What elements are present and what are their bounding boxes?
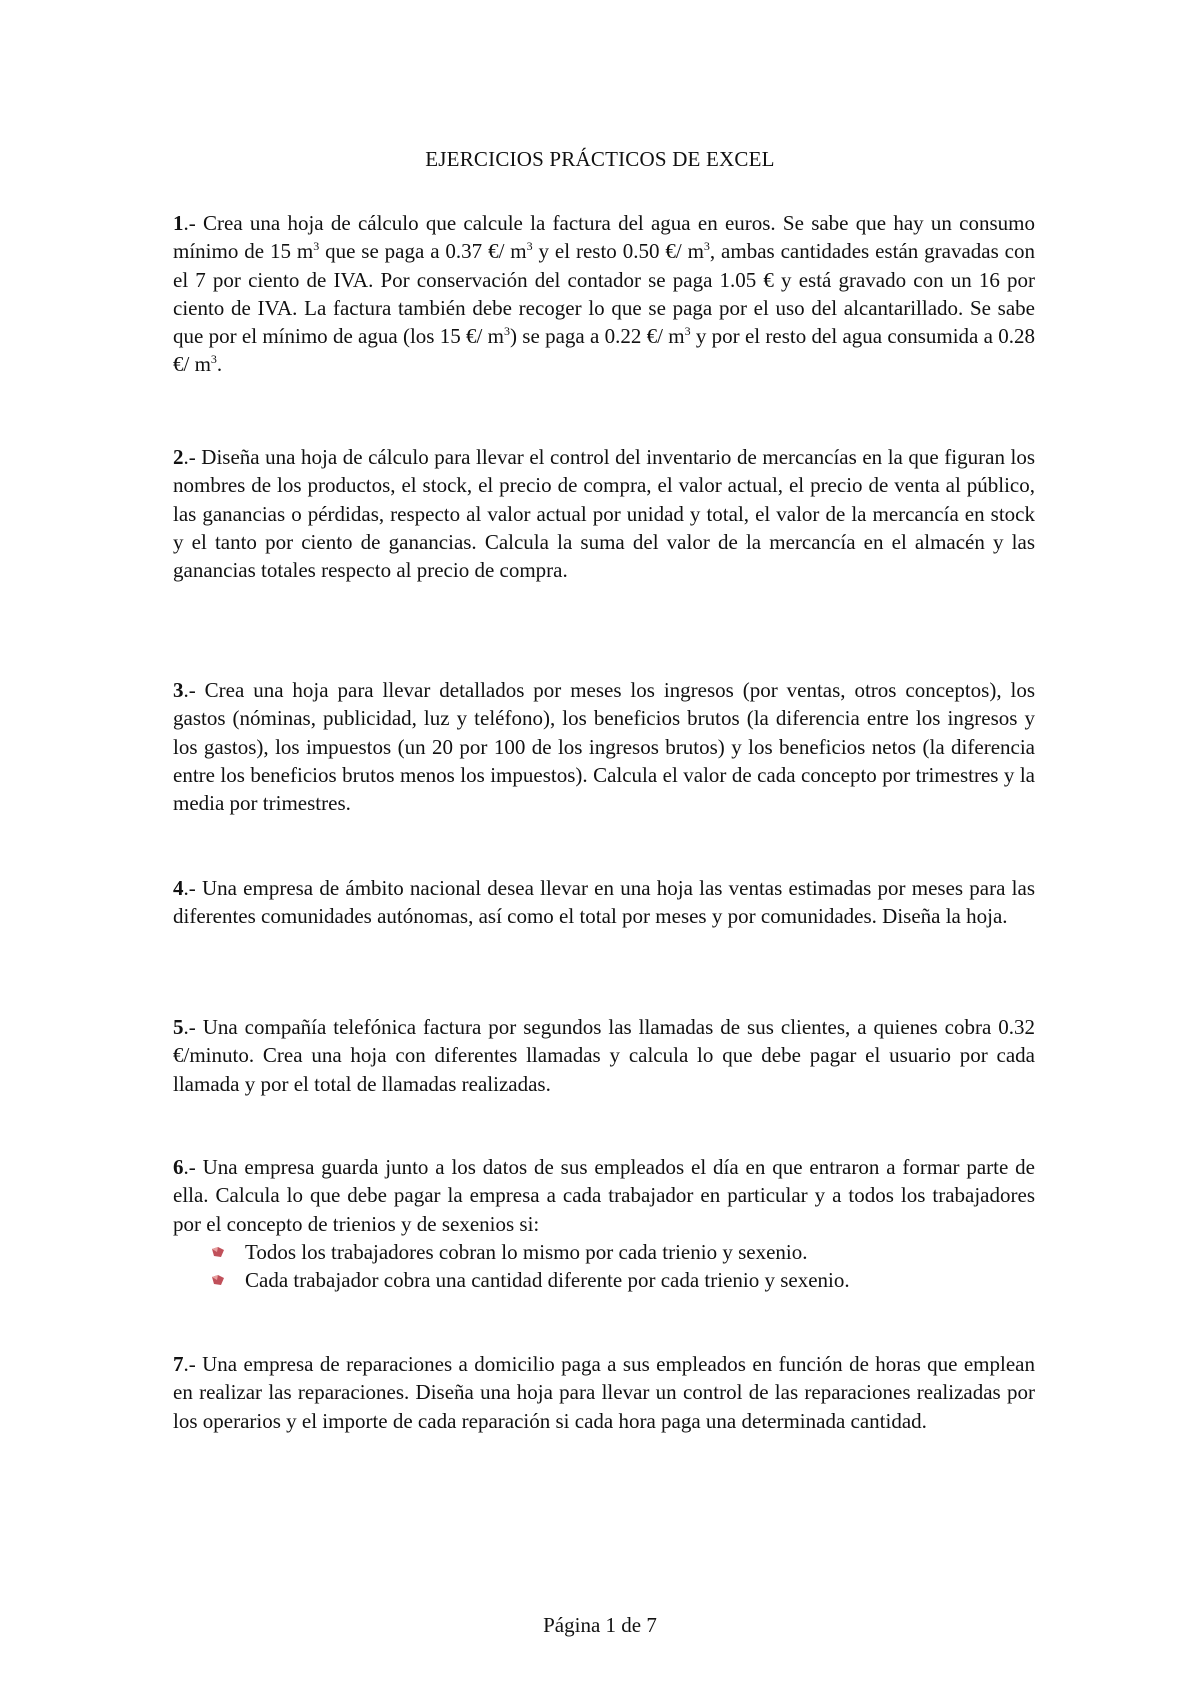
superscript: 3 [504,324,511,339]
exercise-6 [173,1153,1035,1294]
superscript: 3 [313,239,320,254]
exercise-2-text: 2.- Diseña una hoja de cálculo para llevar el control del inventario de mercancías en la que figuran los nombres de los productos, el stock, el precio de compra, el valor actual, el precio de venta al público, las ganancias o pérdidas, respecto al valor actual por unidad y total, el valor de la mercancía en stock y el tanto por ciento de ganancias. Calcula la suma del valor de la mercancía en el almacén y las ganancias totales respecto al precio de compra. [173,445,1035,583]
exercise-1-text: 1.- Crea una hoja de cálculo que calcule la factura del agua en euros. Se sabe que hay un consumo mínimo de 15 $m^3$ que se paga a 0.37 €/ $m^3$ y el resto 0.50 €/ $m^3$, ambas cantidades están gravadas con el 7 por ciento de IVA. Por conservación del contador se paga 1.05 € y está gravado con un 16 por ciento de IVA. La factura también debe recoger lo que se paga por el uso del alcantarillado. Se sabe que por el mínimo de agua (los 15 €/ $m^3$) se paga a 0.22 €/ $m^3$ y por el resto del agua consumida a 0.28 €/ $m^3$. [173,211,1035,377]
exercise-5-text: 5.- Una compañía telefónica factura por segundos las llamadas de sus clientes, a quienes cobra 0.32 €/minuto. Crea una hoja con diferentes llamadas y calcula lo que debe pagar el usuario por cada llamada y por el total de llamadas realizadas. [173,1015,1035,1096]
exercise-4 [173,874,1035,931]
exercise-number: 7 [173,1352,184,1376]
superscript: 3 [703,239,710,254]
superscript: 3 [210,352,217,367]
exercise-3-text: 3.- Crea una hoja para llevar detallados por meses los ingresos (por ventas, otros conceptos), los gastos (nóminas, publicidad, luz y teléfono), los beneficios brutos (la diferencia entre los ingresos y los gastos), los impuestos (un 20 por 100 de los ingresos brutos) y los beneficios netos (la diferencia entre los beneficios brutos menos los impuestos). Calcula el valor de cada concepto por trimestres y la media por trimestres. [173,678,1035,816]
exercise-number: 2 [173,445,184,469]
exercise-number: 3 [173,678,184,702]
exercise-3 [173,676,1035,817]
exercise-7 [173,1350,1035,1435]
exercise-7-text: 7.- Una empresa de reparaciones a domicilio paga a sus empleados en función de horas que emplean en realizar las reparaciones. Diseña una hoja para llevar un control de las reparaciones realizadas por los operarios y el importe de cada reparación si cada hora paga una determinada cantidad. [173,1352,1035,1433]
page-footer: Página 1 de 7 [543,1613,657,1637]
red-bullet-icon [211,1246,225,1258]
superscript: 3 [526,239,533,254]
superscript: 3 [684,324,691,339]
exercise-2 [173,443,1035,584]
exercise-4-text: 4.- Una empresa de ámbito nacional desea llevar en una hoja las ventas estimadas por meses para las diferentes comunidades autónomas, así como el total por meses y por comunidades. Diseña la hoja. [173,876,1035,929]
exercise-number: 6 [173,1155,184,1179]
exercise-number: 5 [173,1015,184,1039]
red-bullet-icon [211,1274,225,1286]
exercise-5 [173,1013,1035,1098]
list-item: Cada trabajador cobra una cantidad diferente por cada trienio y sexenio. [173,1266,1035,1294]
exercise-6-text: 6.- Una empresa guarda junto a los datos de sus empleados el día en que entraron a formar parte de ella. Calcula lo que debe pagar la empresa a cada trabajador en particular y a todos los trabajadores por el concepto de trienios y de sexenios si: [173,1155,1035,1236]
exercise-6-bullet-list [173,1238,1035,1295]
exercise-number: 1 [173,211,184,235]
exercise-1 [173,209,1035,379]
list-item: Todos los trabajadores cobran lo mismo por cada trienio y sexenio. [173,1238,1035,1266]
exercise-number: 4 [173,876,184,900]
document-title: EJERCICIOS PRÁCTICOS DE EXCEL [425,147,775,171]
